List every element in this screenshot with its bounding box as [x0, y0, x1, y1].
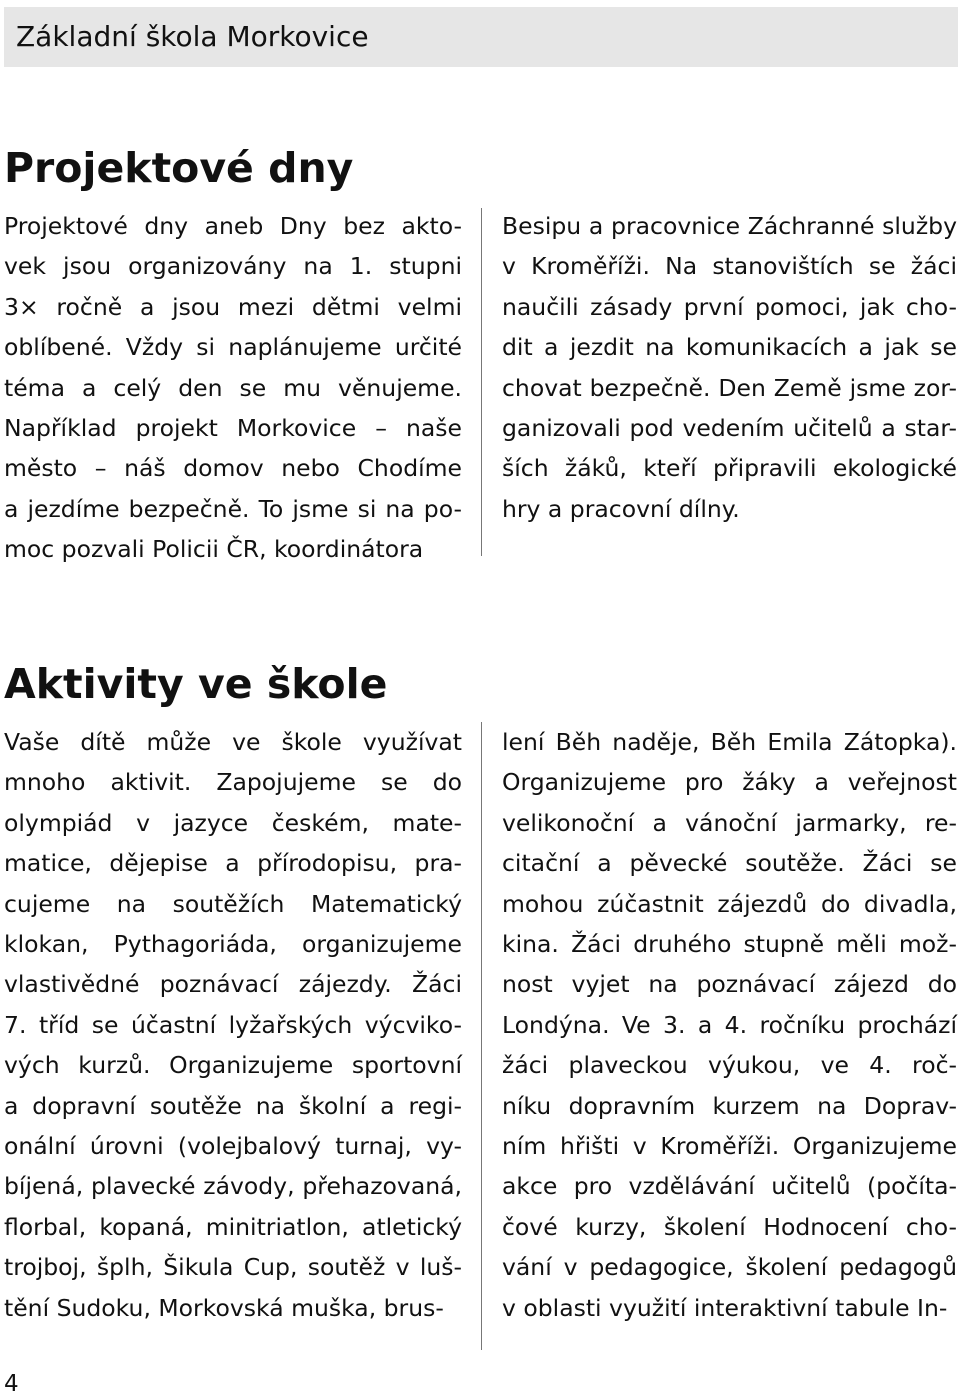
- text-line: Organizujeme pro žáky a veřejnost: [502, 768, 957, 797]
- text-line: lení Běh naděje, Běh Emila Zátopka).: [502, 728, 957, 756]
- section-title-projektove-dny: Projektové dny: [4, 144, 354, 192]
- text-line: matice, dějepise a přírodopisu, pra-: [4, 849, 462, 878]
- text-line: Například projekt Morkovice – naše: [4, 414, 462, 443]
- text-line: níku dopravním kurzem na Doprav-: [502, 1091, 957, 1120]
- text-line: trojboj, šplh, Šikula Cup, soutěž v luš-: [4, 1253, 462, 1282]
- text-line: a dopravní soutěže na školní a regi-: [4, 1091, 462, 1120]
- text-line: vání v pedagogice, školení pedagogů: [502, 1253, 957, 1282]
- text-line: žáci plaveckou výukou, ve 4. roč-: [502, 1051, 957, 1080]
- text-line: Besipu a pracovnice Záchranné služby: [502, 212, 957, 240]
- text-line: ním hřišti v Kroměříži. Organizujeme: [502, 1132, 957, 1161]
- text-line: olympiád v jazyce českém, mate-: [4, 808, 462, 837]
- aktivity-column-right: [502, 722, 957, 1328]
- text-line: mohou zúčastnit zájezdů do divadla,: [502, 889, 957, 918]
- text-line: dit a jezdit na komunikacích a jak se: [502, 333, 957, 362]
- text-line: 3× ročně a jsou mezi dětmi velmi: [4, 292, 462, 321]
- text-line: Londýna. Ve 3. a 4. ročníku prochází: [502, 1010, 957, 1039]
- text-line: mnoho aktivit. Zapojujeme se do: [4, 768, 462, 797]
- text-line: klokan, Pythagoriáda, organizujeme: [4, 930, 462, 959]
- text-line: čové kurzy, školení Hodnocení cho-: [502, 1212, 957, 1241]
- text-line: cujeme na soutěžích Matematický: [4, 889, 462, 918]
- text-line: ších žáků, kteří připravili ekologické: [502, 454, 957, 483]
- text-line: ganizovali pod vedením učitelů a star-: [502, 414, 957, 443]
- column-divider: [481, 208, 482, 556]
- section-title-aktivity: Aktivity ve škole: [4, 660, 388, 708]
- text-line: město – náš domov nebo Chodíme: [4, 454, 462, 483]
- school-name-header: Základní škola Morkovice: [16, 20, 369, 53]
- text-line: vých kurzů. Organizujeme sportovní: [4, 1051, 462, 1080]
- projektove-dny-column-left: [4, 206, 462, 570]
- text-line: vek jsou organizovány na 1. stupni: [4, 252, 462, 281]
- text-line: nost vyjet na poznávací zájezd do: [502, 970, 957, 999]
- text-line: citační a pěvecké soutěže. Žáci se: [502, 849, 957, 878]
- page-number: 4: [4, 1371, 19, 1397]
- text-line: moc pozvali Policii ČR, koordinátora: [4, 535, 424, 564]
- text-line: velikonoční a vánoční jarmarky, re-: [502, 808, 957, 837]
- text-line: naučili zásady první pomoci, jak cho-: [502, 292, 957, 321]
- text-line: hry a pracovní dílny.: [502, 494, 740, 523]
- text-line: Projektové dny aneb Dny bez akto-: [4, 212, 462, 240]
- text-line: oblíbené. Vždy si naplánujeme určité: [4, 333, 462, 362]
- text-line: 7. tříd se účastní lyžařských výcviko-: [4, 1010, 462, 1039]
- column-divider: [481, 722, 482, 1350]
- text-line: v oblasti využití interaktivní tabule In-: [502, 1293, 948, 1322]
- text-line: bíjená, plavecké závody, přehazovaná,: [4, 1172, 462, 1201]
- text-line: tění Sudoku, Morkovská muška, brus-: [4, 1293, 444, 1322]
- text-line: onální úrovni (volejbalový turnaj, vy-: [4, 1132, 462, 1161]
- text-line: v Kroměříži. Na stanovištích se žáci: [502, 252, 957, 281]
- text-line: Vaše dítě může ve škole využívat: [4, 728, 462, 756]
- projektove-dny-column-right: [502, 206, 957, 529]
- text-line: florbal, kopaná, minitriatlon, atletický: [4, 1212, 462, 1241]
- aktivity-column-left: [4, 722, 462, 1328]
- text-line: vlastivědné poznávací zájezdy. Žáci: [4, 970, 462, 999]
- text-line: kina. Žáci druhého stupně měli mož-: [502, 930, 957, 959]
- text-line: a jezdíme bezpečně. To jsme si na po-: [4, 494, 462, 523]
- text-line: téma a celý den se mu věnujeme.: [4, 373, 462, 402]
- text-line: chovat bezpečně. Den Země jsme zor-: [502, 373, 957, 402]
- text-line: akce pro vzdělávání učitelů (počíta-: [502, 1172, 957, 1201]
